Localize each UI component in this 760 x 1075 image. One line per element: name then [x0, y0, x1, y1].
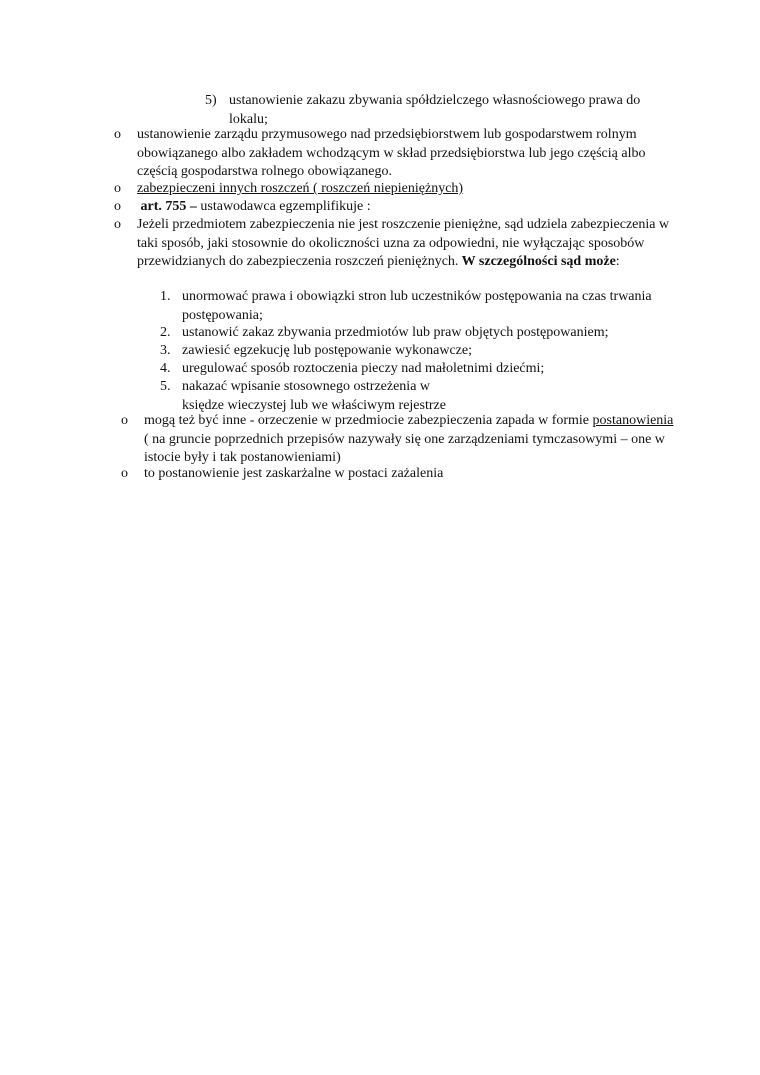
paragraph-text: mogą też być inne - orzeczenie w przedmiocie zabezpieczenia zapada w formie — [144, 413, 593, 428]
list-item-text — [144, 412, 674, 468]
underlined-term: postanowienia — [592, 413, 674, 428]
list-item — [114, 126, 675, 182]
bullet-marker: o — [114, 217, 121, 232]
list-item-text — [137, 198, 675, 217]
bullet-marker: o — [114, 127, 121, 142]
number-marker: 2. — [160, 325, 171, 340]
list-marker: 5) — [205, 93, 217, 108]
list-item-text-rest: ustawodawca egzemplifikuje : — [196, 199, 371, 214]
paragraph-tail: : — [615, 254, 620, 269]
list-item — [160, 288, 662, 325]
paragraph-text: Jeżeli przedmiotem zabezpieczenia nie jest roszczenie pieniężne, sąd udziela zabezpieczenia w taki sposób, jaki stosownie do okoliczności uzna za odpowiedni, nie wyłączając sposobów przewidzianych do zabezpieczenia roszczeń pieniężnych. — [137, 217, 670, 269]
list-item — [114, 216, 673, 272]
number-marker: 5. — [160, 379, 171, 394]
bullet-marker: o — [114, 181, 121, 196]
list-item — [121, 412, 674, 468]
list-item-text: uregulować sposób roztoczenia pieczy nad małoletnimi dziećmi; — [182, 361, 545, 376]
list-item — [121, 465, 674, 484]
list-item-text: nakazać wpisanie stosownego ostrzeżenia w księdze wieczystej lub we właściwym rejestrze — [182, 379, 446, 413]
number-marker: 3. — [160, 343, 171, 358]
bold-phrase: W szczególności sąd może — [458, 254, 616, 269]
list-item-text: ustanowienie zakazu zbywania spółdzielczego własnościowego prawa do lokalu; — [229, 93, 641, 127]
list-item — [160, 324, 682, 343]
list-item — [205, 92, 679, 129]
bullet-marker: o — [114, 199, 121, 214]
list-item — [160, 342, 662, 361]
article-reference: art. 755 – — [140, 199, 197, 214]
list-item — [114, 180, 675, 199]
list-item-text: ustanowienie zarządu przymusowego nad przedsiębiorstwem lub gospodarstwem rolnym obowiązanego albo zakładem wchodzącym w skład przedsiębiorstwa lub jego częścią albo częścią gospodarstwa rolnego obowiązanego. — [137, 127, 646, 179]
list-item-text — [137, 216, 673, 272]
number-marker: 4. — [160, 361, 171, 376]
list-item — [114, 198, 675, 217]
number-marker: 1. — [160, 289, 171, 304]
list-item — [160, 360, 662, 379]
list-item-text: ustanowić zakaz zbywania przedmiotów lub praw objętych postępowaniem; — [182, 325, 609, 340]
list-item — [160, 378, 462, 415]
bullet-marker: o — [121, 413, 128, 428]
bullet-marker: o — [121, 466, 128, 481]
list-item-text: zabezpieczeni innych roszczeń ( roszczeń niepieniężnych) — [137, 181, 464, 196]
list-item-text: unormować prawa i obowiązki stron lub uczestników postępowania na czas trwania postępowania; — [182, 289, 652, 323]
list-item-text: to postanowienie jest zaskarżalne w postaci zażalenia — [144, 466, 444, 481]
list-item-text: zawiesić egzekucję lub postępowanie wykonawcze; — [182, 343, 472, 358]
paragraph-tail: ( na gruncie poprzednich przepisów nazywały się one zarządzeniami tymczasowymi – one w istocie były i tak postanowieniami) — [144, 431, 665, 465]
